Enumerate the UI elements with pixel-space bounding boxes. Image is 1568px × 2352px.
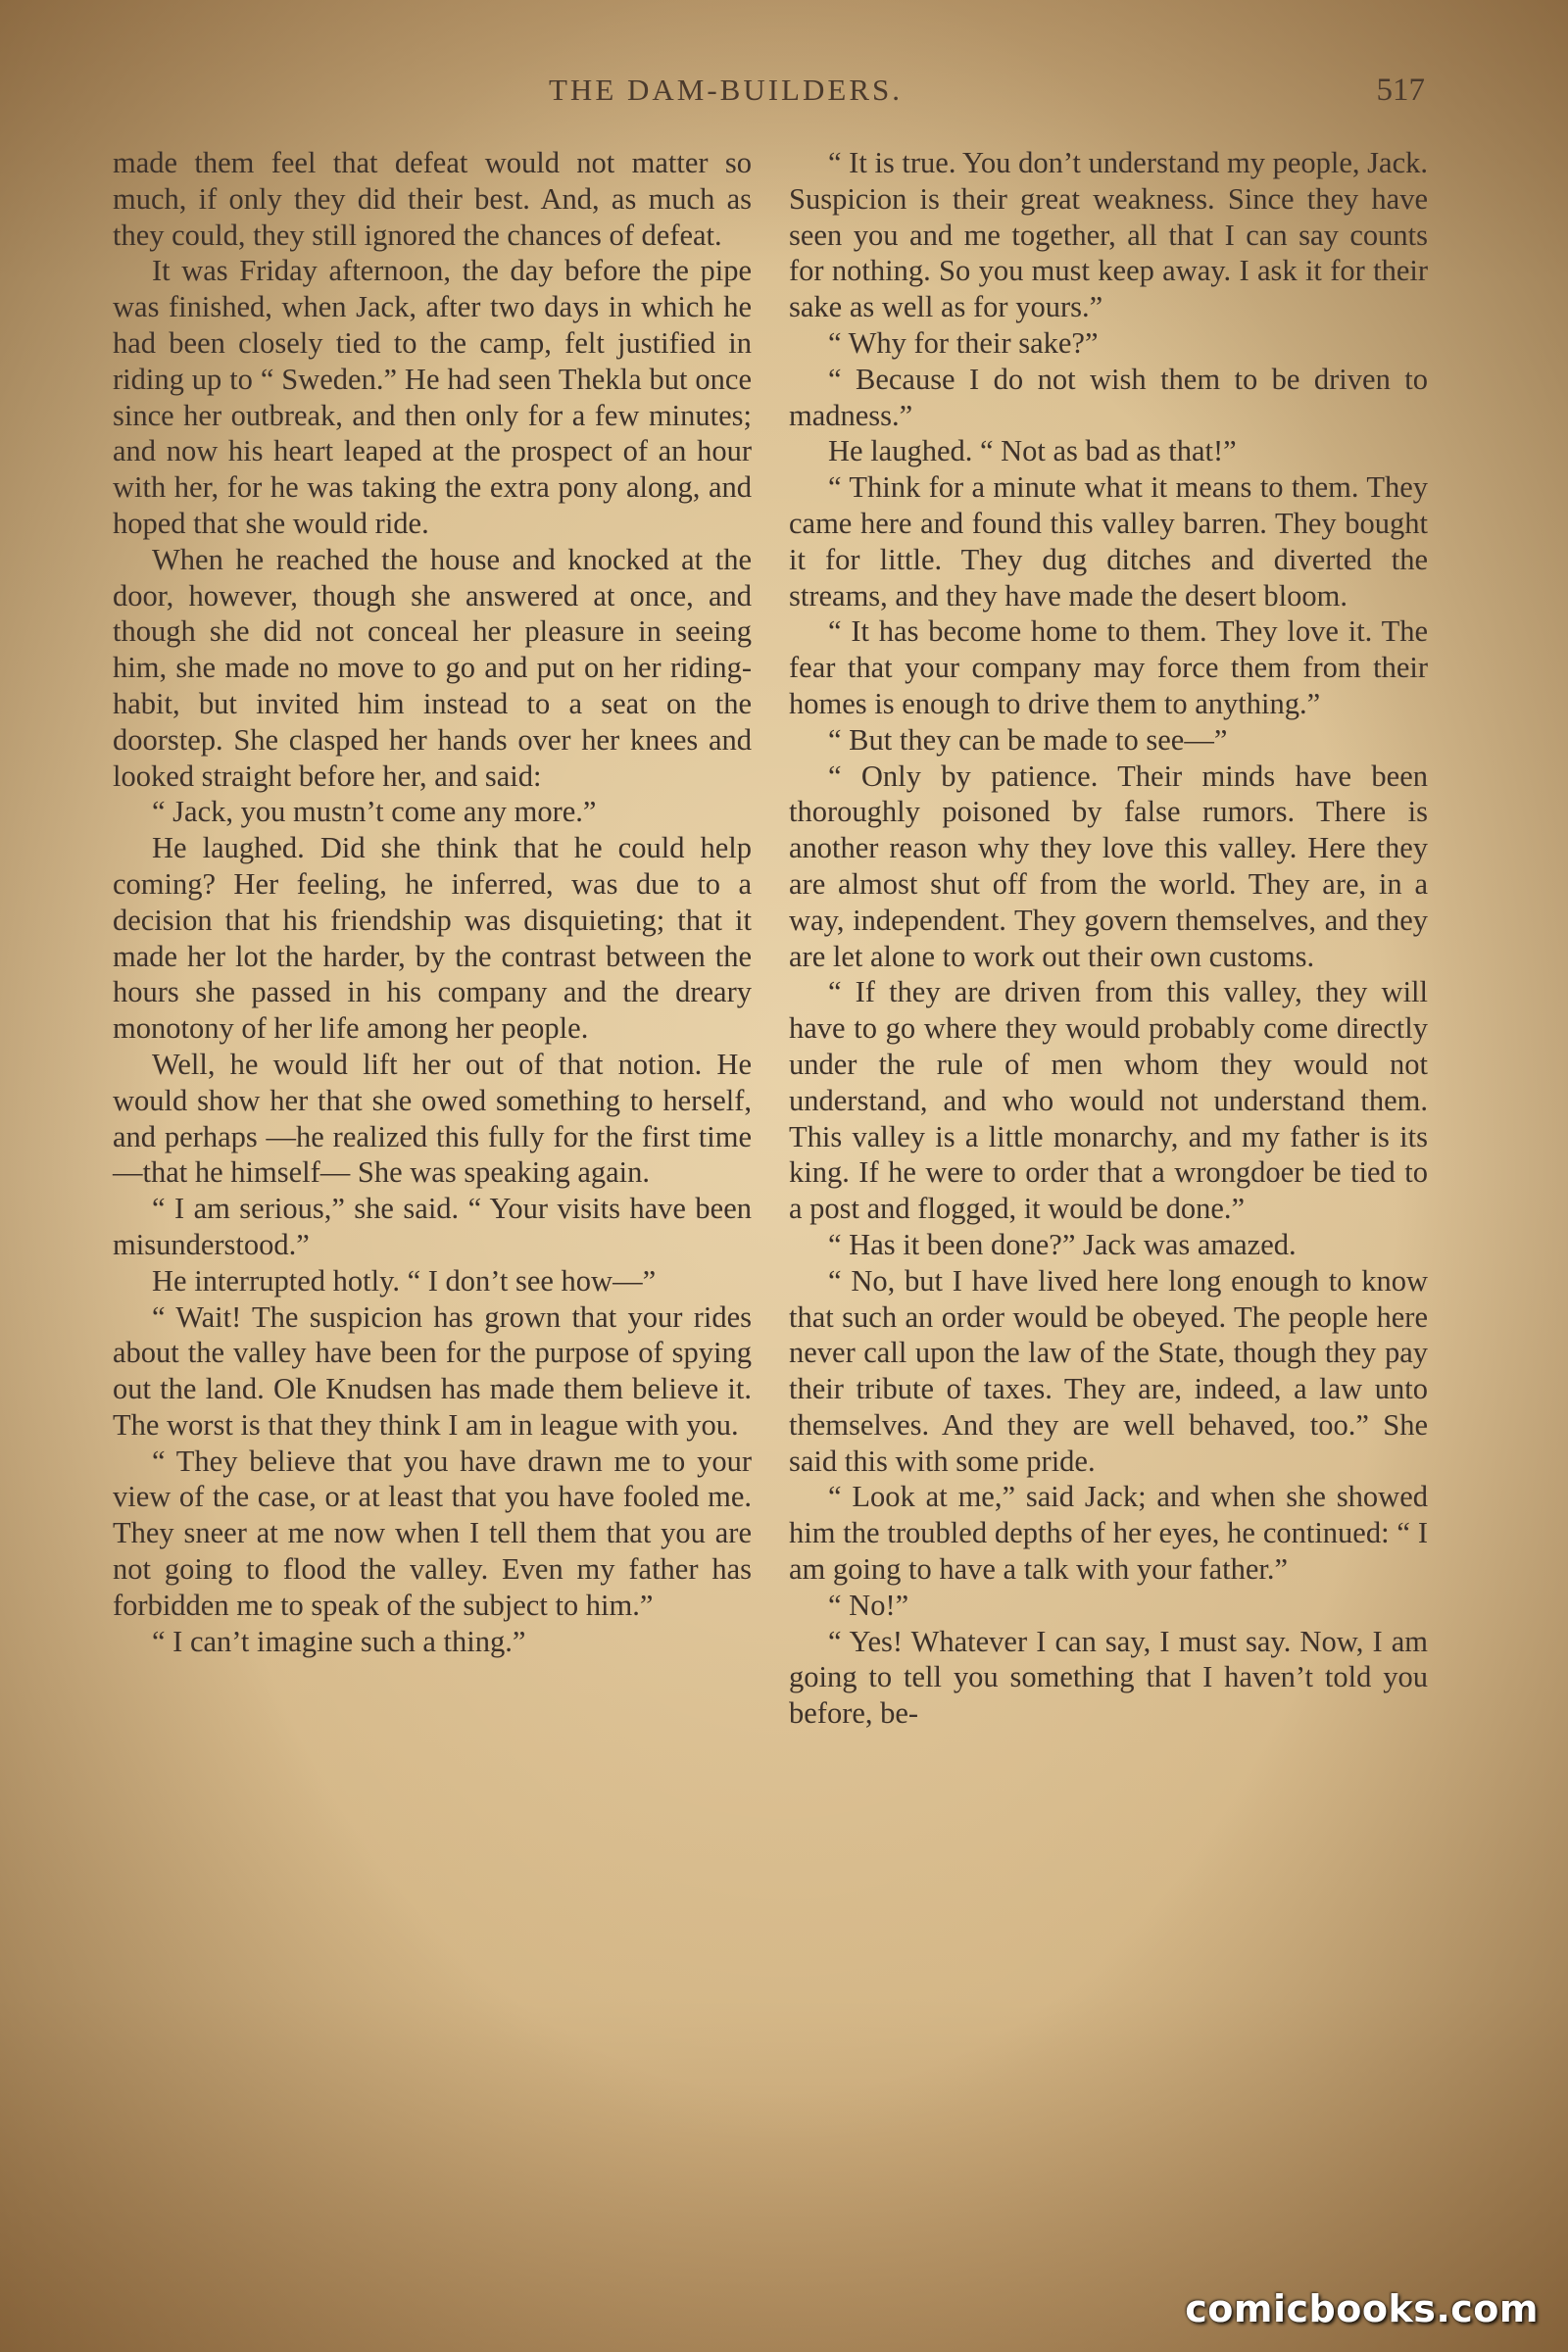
paragraph: “ Why for their sake?” <box>828 325 1099 360</box>
right-text-column <box>789 145 1428 1732</box>
paragraph: He laughed. “ Not as bad as that!” <box>828 434 1237 468</box>
paragraph: “ Yes! Whatever I can say, I must say. Now, I am going to tell you something that I haven’t told you before, be- <box>789 1624 1428 1731</box>
page-number: 517 <box>1376 73 1425 108</box>
page-header <box>0 73 1568 116</box>
paragraph: “ No!” <box>828 1588 909 1622</box>
paragraph: “ They believe that you have drawn me to your view of the case, or at least that you have fooled me. They sneer at me now when I tell them that you are not going to flood the valley. Even my father has forbidden me to speak of the subject to him.” <box>113 1444 752 1622</box>
paragraph: “ It has become home to them. They love it. The fear that your company may force them from their homes is enough to drive them to anything.” <box>789 614 1428 720</box>
running-title: THE DAM-BUILDERS. <box>549 73 903 107</box>
watermark-logo: comicbooks.com <box>1185 2287 1539 2330</box>
left-text-column <box>113 145 752 1659</box>
paragraph: It was Friday afternoon, the day before the pipe was finished, when Jack, after two days in which he had been closely tied to the camp, felt justified in riding up to “ Sweden.” He had seen Thekla but once since her outbreak, and then only for a few minutes; and now his heart leaped at the prospect of an hour with her, for he was taking the extra pony along, and hoped that she would ride. <box>113 254 752 540</box>
paragraph: made them feel that defeat would not matter so much, if only they did their best. And, as much as they could, they still ignored the chances of defeat. <box>113 146 752 252</box>
paragraph: “ Only by patience. Their minds have been thoroughly poisoned by false rumors. There is another reason why they love this valley. Here they are almost shut off from the world. They are, in a way, independent. They govern themselves, and they are let alone to work out their own customs. <box>789 759 1428 973</box>
paragraph: “ Jack, you mustn’t come any more.” <box>152 795 597 829</box>
paragraph: “ If they are driven from this valley, they will have to go where they would probably come directly under the rule of men whom they would not understand, and who would not understand them. This valley is a little monarchy, and my father is its king. If he were to order that a wrongdoer be tied to a post and flogged, it would be done.” <box>789 975 1428 1226</box>
paragraph: “ Look at me,” said Jack; and when she showed him the troubled depths of her eyes, he continued: “ I am going to have a talk with your father.” <box>789 1480 1428 1587</box>
paragraph: “ But they can be made to see—” <box>828 722 1228 757</box>
paragraph: “ I can’t imagine such a thing.” <box>152 1624 526 1658</box>
paragraph: “ Think for a minute what it means to them. They came here and found this valley barren. They bought it for little. They dug ditches and diverted the streams, and they have made the desert bloom. <box>789 470 1428 612</box>
paragraph: “ It is true. You don’t understand my people, Jack. Suspicion is their great weakness. Since they have seen you and me together, all that I can say counts for nothing. So you must keep away. I ask it for their sake as well as for yours.” <box>789 146 1428 324</box>
paragraph: “ Has it been done?” Jack was amazed. <box>828 1227 1297 1261</box>
paragraph: He interrupted hotly. “ I don’t see how—” <box>152 1263 657 1298</box>
paragraph: “ I am serious,” she said. “ Your visits have been misunderstood.” <box>113 1192 752 1261</box>
paragraph: When he reached the house and knocked at the door, however, though she answered at once, and though she did not conceal her pleasure in seeing him, she made no move to go and put on her riding-habit, but invited him instead to a seat on the doorstep. She clasped her hands over her knees and looked straight before her, and said: <box>113 542 752 793</box>
paragraph: “ No, but I have lived here long enough to know that such an order would be obeyed. The people here never call upon the law of the State, though they pay their tribute of taxes. They are, indeed, a law unto themselves. And they are well behaved, too.” She said this with some pride. <box>789 1263 1428 1478</box>
paragraph: He laughed. Did she think that he could help coming? Her feeling, he inferred, was due to a decision that his friendship was disquieting; that it made her lot the harder, by the contrast between the hours she passed in his company and the dreary monotony of her life among her people. <box>113 831 752 1046</box>
paragraph: Well, he would lift her out of that notion. He would show her that she owed something to herself, and perhaps —he realized this fully for the first time —that he himself— She was speaking again. <box>113 1047 752 1190</box>
paragraph: “ Because I do not wish them to be driven to madness.” <box>789 362 1428 432</box>
paragraph: “ Wait! The suspicion has grown that your rides about the valley have been for the purpose of spying out the land. Ole Knudsen has made them believe it. The worst is that they think I am in league with you. <box>113 1299 752 1442</box>
